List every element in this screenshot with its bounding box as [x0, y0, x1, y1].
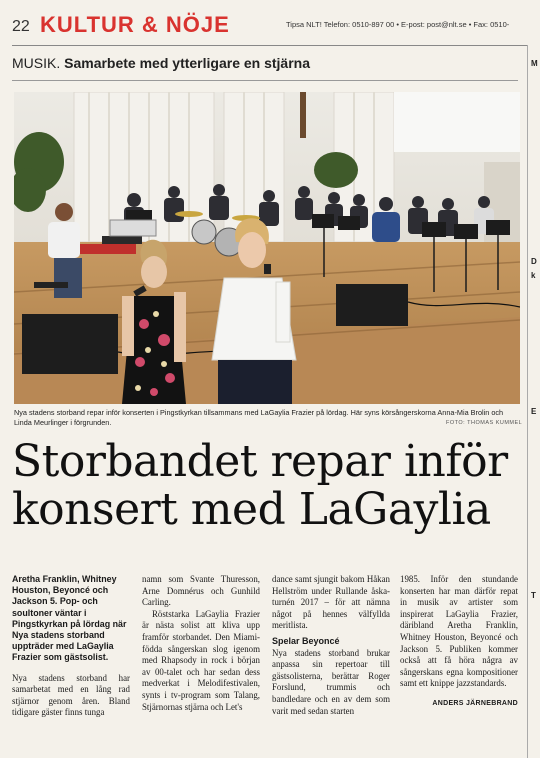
ingress: Aretha Franklin, Whitney Houston, Beyoncé och Jackson 5. Pop- och soultoner väntar i Pingstkyrkan på lördag när Nya stadens storband uppträder med LaGaylia Frazier som gästsolist.: [12, 574, 127, 663]
header-rule: [12, 45, 528, 46]
body-paragraph: Nya stadens storband brukar anpassa sin repertoar till gästsolisterna, berättar Roger Forslund, trummis och bandledare och en av dem som varit med sedan starten: [272, 647, 390, 716]
rehearsal-photo: [14, 92, 520, 404]
kicker: [12, 55, 310, 71]
body-paragraph: Nya stadens storband har samarbetat med en lång rad stjärnor genom åren. Bland tidigare gäster finns tunga: [12, 672, 130, 718]
side-fragment: k: [531, 271, 536, 280]
photo-credit: FOTO: THOMAS KUMMEL: [446, 420, 523, 426]
article-photo: [14, 92, 520, 404]
column-1: [12, 574, 130, 719]
article-body: [12, 574, 524, 746]
page-header: [0, 8, 540, 44]
contact-line: Tipsa NLT! Telefon: 0510-897 00 • E-post: post@nlt.se • Fax: 0510-: [286, 20, 510, 29]
headline-line-2: konsert med LaGaylia: [12, 484, 491, 535]
photo-caption: Nya stadens storband repar inför konserten i Pingstkyrkan tillsammans med LaGaylia Frazier på lördag. Här syns körsångerskorna Anna-Mia Brolin och Linda Meurlinger i förgrunden.: [14, 408, 504, 427]
body-paragraph: Röststarka LaGaylia Frazier är nästa solist att kliva upp framför storbandet. Den Miami-födda sångerskan slog igenom med Rhapsody in rock i början av 00-talet och har sedan dess medverkat i Melodifestivalen, synts i tv-program som Talang, Stjärnornas stjärna och Let's: [142, 608, 260, 712]
side-fragment: T: [531, 591, 536, 600]
column-3: [272, 574, 390, 717]
column-2: [142, 574, 260, 713]
headline: [12, 438, 524, 534]
body-paragraph: namn som Svante Thuresson, Arne Domnérus och Gunhild Carling.: [142, 574, 260, 608]
page-number: 22: [12, 18, 30, 35]
subheading: Spelar Beyoncé: [272, 635, 340, 646]
adjacent-article-edge: [527, 45, 540, 758]
kicker-text: Samarbete med ytterligare en stjärna: [64, 55, 311, 71]
kicker-rule: [12, 80, 518, 81]
side-fragment: M: [531, 59, 538, 68]
byline: ANDERS JÄRNEBRAND: [432, 699, 518, 707]
side-fragment: E: [531, 407, 537, 416]
kicker-category: MUSIK.: [12, 55, 61, 71]
headline-line-1: Storbandet repar inför: [12, 436, 508, 487]
section-title: KULTUR & NÖJE: [40, 12, 230, 37]
side-fragment: D: [531, 257, 537, 266]
body-paragraph: dance samt sjungit bakom Håkan Hellström under Rullande åska-turnén 2017 – för att nämna något på hennes välfyllda meritlista.: [272, 574, 390, 631]
body-paragraph: 1985. Inför den stundande konserten har man därför repat in musik av artister som inspirerat LaGaylia Frazier, däribland Aretha Franklin, Whitney Houston, Beyoncé och Jackson 5. Publiken kommer också att få höra några av sångerskans egna kompositioner samt ett knippe jazzstandards.: [400, 574, 518, 689]
column-4: [400, 574, 518, 710]
